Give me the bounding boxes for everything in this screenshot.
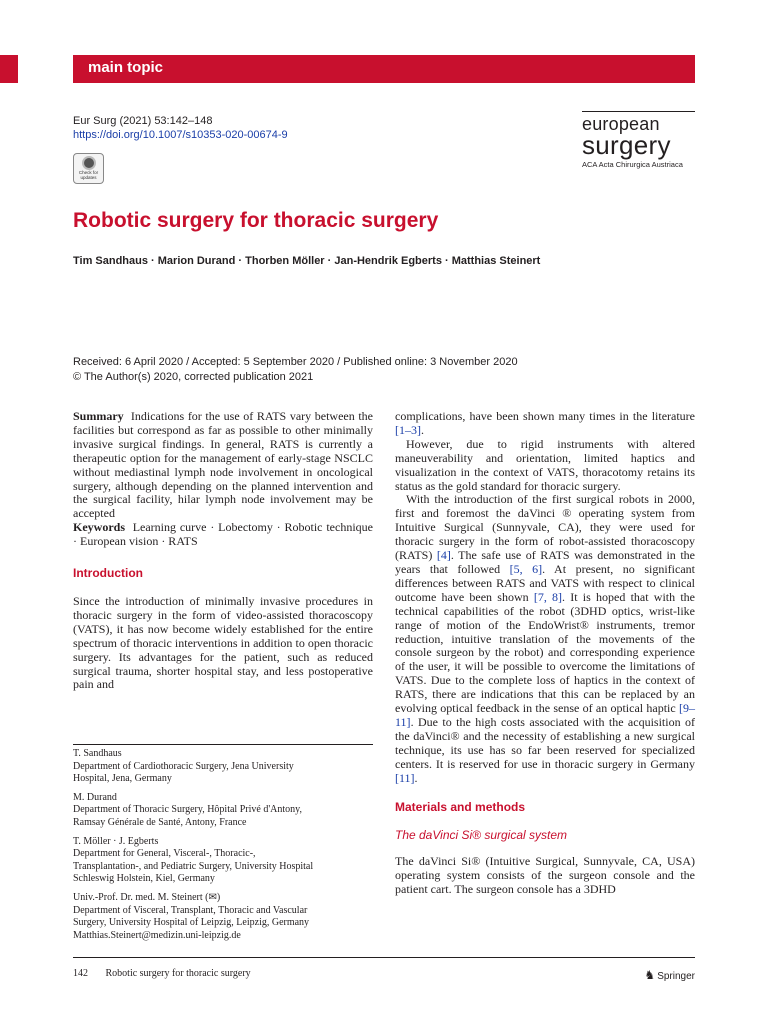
affiliation-name: T. Möller · J. Egberts bbox=[73, 835, 159, 847]
methods-heading: Materials and methods bbox=[395, 800, 526, 815]
header-band-accent bbox=[0, 55, 18, 83]
affiliation-item bbox=[73, 836, 373, 886]
reference-link[interactable]: [11] bbox=[395, 770, 415, 785]
right-column bbox=[395, 410, 695, 897]
intro-text: . The safe use of RATS was demonstrated in the years that followed bbox=[395, 548, 695, 576]
intro-text: complications, have been shown many times in the literature bbox=[395, 409, 695, 423]
running-title: Robotic surgery for thoracic surgery bbox=[105, 968, 251, 979]
section-label: main topic bbox=[88, 59, 164, 76]
check-badge-label2: updates bbox=[80, 175, 97, 180]
affiliation-line: Department of Cardiothoracic Surgery, Jena University bbox=[73, 760, 294, 772]
introduction-continued bbox=[395, 410, 695, 438]
reference-link[interactable]: [1–3] bbox=[395, 422, 421, 437]
affiliation-email[interactable]: Matthias.Steinert@medizin.uni-leipzig.de bbox=[73, 929, 241, 941]
methods-paragraph: The daVinci Si® (Intuitive Surgical, Sunnyvale, CA, USA) operating system consists of the surgeon console and the patient cart. The surgeon console has a 3DHD bbox=[395, 854, 695, 897]
affiliation-item bbox=[73, 748, 373, 786]
author-list: Tim Sandhaus · Marion Durand · Thorben Möller · Jan-Hendrik Egberts · Matthias Steinert bbox=[73, 255, 541, 267]
affiliation-line: Transplantation-, and Pediatric Surgery, University Hospital bbox=[73, 860, 314, 872]
horse-icon: ♞ bbox=[644, 968, 656, 982]
copyright-line: © The Author(s) 2020, corrected publication 2021 bbox=[73, 370, 314, 383]
affiliation-item bbox=[73, 792, 373, 830]
citation-line: Eur Surg (2021) 53:142–148 bbox=[73, 115, 213, 127]
affiliation-line: Schleswig Holstein, Kiel, Germany bbox=[73, 873, 215, 885]
left-column bbox=[73, 410, 373, 692]
affiliation-line: Hospital, Jena, Germany bbox=[73, 773, 172, 785]
affiliation-line: Department of Thoracic Surgery, Hôpital Privé d'Antony, bbox=[73, 804, 302, 816]
journal-logo-line2: surgery bbox=[582, 130, 671, 160]
doi-link[interactable]: https://doi.org/10.1007/s10353-020-00674-9 bbox=[73, 129, 288, 141]
publication-dates: Received: 6 April 2020 / Accepted: 5 September 2020 / Published online: 3 November 2020 bbox=[73, 356, 518, 368]
summary-text: Indications for the use of RATS vary between the facilities but correspond as far as possible to other minimally invasive surgical findings. In general, RATS is currently a therapeutic option for the management of early-stage NSCLC without mediastinal lymph node involvement in oncological surgery, although depending on the planned intervention and the surgical facility, hilar lymph node involvement may be accepted bbox=[73, 409, 373, 521]
intro-text: . Due to the high costs associated with the acquisition of the daVinci® and the necessity of establishing a new surgical technique, its use has so far been reserved for specialized centers. It is reserved for use in thoracic surgery in Germany bbox=[395, 714, 695, 771]
methods-subheading: The daVinci Si® surgical system bbox=[395, 828, 568, 843]
summary-paragraph bbox=[73, 410, 373, 521]
introduction-paragraph: Since the introduction of minimally invasive procedures in thoracic surgery in the form of video-assisted thoracoscopy (VATS), it has now become widely established for the entire spectrum of thoracic interventions in addition to open thoracic surgery. Its advantages for the patient, such as reduced surgical trauma, shorter hospital stay, and less postoperative pain and bbox=[73, 593, 373, 692]
intro-text: . bbox=[414, 770, 418, 785]
summary-label: Summary bbox=[73, 409, 124, 423]
intro-text: With the introduction of the first surgical robots in 2000, first and foremost the daVinci ® operating system from Intuitive Surgical (Sunnyvale, CA), they were used for thoracic surgery in the form of robot-assisted thoracoscopy (RATS) bbox=[395, 492, 695, 563]
article-title: Robotic surgery for thoracic surgery bbox=[73, 209, 439, 232]
reference-link[interactable]: [7, 8] bbox=[533, 589, 563, 604]
journal-logo bbox=[582, 111, 695, 169]
article-dates bbox=[73, 355, 518, 384]
footer-divider bbox=[73, 957, 695, 958]
publisher-name: Springer bbox=[657, 971, 695, 982]
keywords-paragraph bbox=[73, 521, 373, 549]
page-number: 142 bbox=[73, 968, 88, 979]
citation-block bbox=[73, 114, 288, 142]
reference-link[interactable]: [5, 6] bbox=[509, 561, 543, 576]
keywords-text: Learning curve · Lobectomy · Robotic technique · European vision · RATS bbox=[73, 520, 373, 549]
section-header-band bbox=[73, 55, 695, 83]
intro-text: . At present, no significant differences between RATS and VATS with respect to clinical outcome have been shown bbox=[395, 561, 695, 604]
reference-link[interactable]: [4] bbox=[436, 548, 451, 563]
journal-logo-line3: ACA Acta Chirurgica Austriaca bbox=[582, 160, 683, 169]
introduction-heading: Introduction bbox=[73, 566, 143, 581]
affiliation-line: Department for General, Visceral-, Thoracic-, bbox=[73, 848, 256, 860]
intro-text: . It is hoped that with the technical capabilities of the robot (3DHD optics, wrist-like range of motion of the EndoWrist® instruments, tremor reduction, intuitive translation of the movements of the console surgeon by the robot) and corresponding experience of the user, it will be possible to overcome the limitations of VATS. Due to the complete loss of haptics in the context of RATS, there are indications that this can be replaced by an evolving optical feedback in the sense of an optical haptic bbox=[395, 589, 695, 716]
journal-logo-line1: european bbox=[582, 114, 660, 134]
reference-link[interactable]: [9–11] bbox=[395, 701, 696, 729]
introduction-paragraph-2: However, due to rigid instruments with altered maneuverability and orientation, limited haptics and visualization in the context of VATS, thoracotomy retains its status as the gold standard for thoracic surgery. bbox=[395, 436, 695, 493]
affiliation-name: T. Sandhaus bbox=[73, 748, 122, 759]
page-footer bbox=[73, 968, 695, 982]
introduction-paragraph-3 bbox=[395, 493, 695, 785]
check-updates-icon bbox=[82, 156, 96, 170]
affiliation-line: Department of Visceral, Transplant, Thoracic and Vascular bbox=[73, 904, 308, 916]
intro-text: . bbox=[421, 422, 424, 437]
check-badge-label1: Check for bbox=[78, 170, 99, 175]
affiliation-name: Univ.-Prof. Dr. med. M. Steinert (✉) bbox=[73, 891, 221, 903]
keywords-label: Keywords bbox=[73, 520, 125, 535]
affiliations-block bbox=[73, 744, 373, 948]
affiliation-line: Surgery, University Hospital of Leipzig, Leipzig, Germany bbox=[73, 917, 310, 929]
affiliation-line: Ramsay Générale de Santé, Antony, France bbox=[73, 816, 247, 828]
affiliation-name: M. Durand bbox=[73, 791, 117, 803]
publisher-logo bbox=[644, 968, 695, 982]
check-for-updates-badge[interactable] bbox=[73, 153, 104, 184]
affiliation-item bbox=[73, 892, 373, 942]
